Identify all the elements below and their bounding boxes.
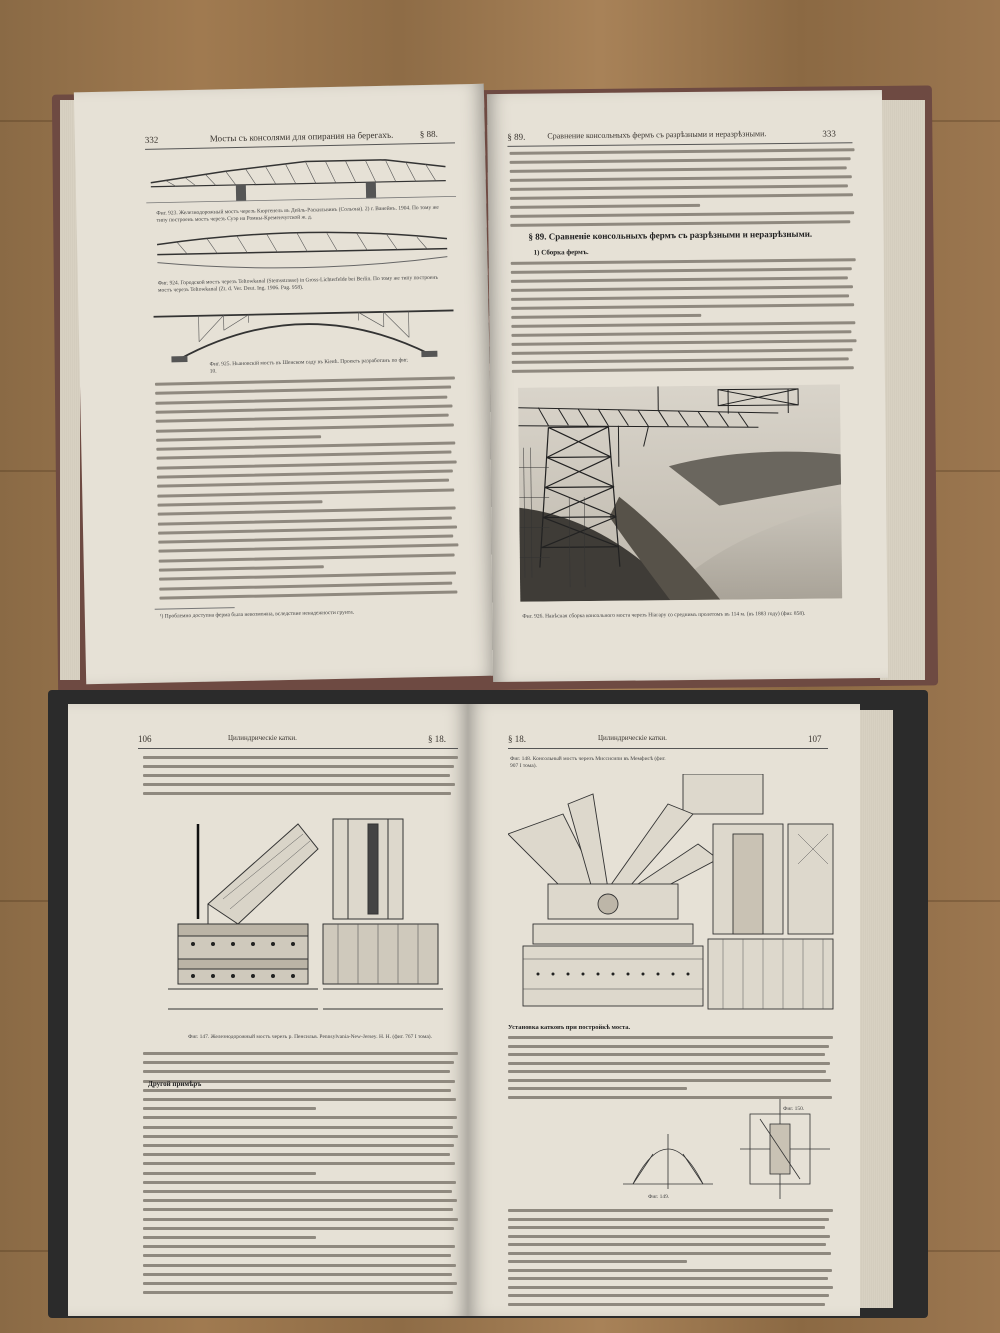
text-line [155,386,451,395]
bottom-right-page [468,704,860,1316]
text-line [508,1087,687,1090]
text-line [159,553,455,562]
footnote: ¹) Проблемно доступна ферма была невозможна, вследствие ненадежности грунта. [159,609,355,620]
top-right-page [487,90,888,682]
page-number: 106 [138,734,152,744]
text-line [157,500,322,506]
figure-caption: Фиг. 149. [648,1194,670,1200]
text-line [158,525,457,534]
figure-caption: Фиг. 925. Ньановскій мостъ въ Шенском саду въ Кіевѣ. Проектъ разработанъ по фиг. 10. [209,357,409,375]
text-line [143,1190,452,1193]
text-line [512,339,857,346]
text-line [159,581,452,590]
page-number: 107 [808,734,822,744]
text-line [143,1273,452,1276]
text-line [508,1260,687,1263]
text-line [143,1070,450,1073]
text-line [143,1126,453,1129]
text-line [508,1303,825,1306]
text-line [508,1286,833,1289]
text-line [510,204,700,209]
text-line [510,148,855,155]
text-line [508,1277,828,1280]
niagara-bridge-photo [518,384,842,601]
text-line [510,157,851,164]
page-number: 332 [144,134,159,145]
running-title: Цилиндрическіе катки. [228,734,297,742]
text-line [511,303,854,310]
text-line [512,366,854,373]
text-line [158,544,458,553]
text-line [158,535,453,544]
text-line [155,376,455,385]
text-line [511,330,851,337]
text-line [508,1062,830,1065]
bottom-book [0,690,1000,1333]
text-line [157,460,457,469]
text-line [158,516,452,525]
text-line [143,1245,455,1248]
text-line [508,1294,829,1297]
text-line [510,211,854,218]
text-line [510,175,852,182]
cantilever-bridge-drawing [145,146,456,208]
text-line [143,1282,457,1285]
section-number: § 18. [428,734,446,744]
text-line [143,1052,458,1055]
text-line [143,765,454,768]
text-line [143,1181,456,1184]
text-line [143,1218,458,1221]
figure-caption: Фиг. 924. Городской мостъ черезъ Teltowkanal (Stemsstrasse) in Gross-Lichterfelde bei Berlin. По тому же типу построенъ мостъ черезъ Teltowkanal (Zt. d. Ver. Deut. Ing. 1906. Pag. 958). [157,274,439,294]
section-number: § 88. [419,128,438,140]
text-line [156,435,321,441]
text-line [511,267,852,274]
text-line [143,1116,457,1119]
text-line [508,1036,833,1039]
text-line [510,184,848,191]
text-line [143,1089,451,1092]
text-line [511,276,848,283]
running-title: Мосты съ консолями для опирания на берегахъ. [209,129,394,144]
text-line [511,285,853,292]
text-line [143,1153,450,1156]
bottom-left-page [68,704,468,1316]
section-number: § 18. [508,734,526,744]
city-bridge-drawing [147,224,458,278]
text-line [508,1235,830,1238]
text-line [508,1209,833,1212]
text-line [143,1144,454,1147]
text-line [159,590,457,599]
text-line [511,258,856,265]
section-heading: § 89. Сравненіе консольныхъ фермъ съ разрѣзными и неразрѣзными. [528,228,813,242]
text-line [143,783,455,786]
bearing-detail-drawing [168,804,458,1019]
text-line [508,1218,829,1221]
text-line [143,756,458,759]
text-line [510,166,847,173]
text-line [143,1135,458,1138]
text-line [143,1162,455,1165]
text-line [143,792,451,795]
text-line [143,1172,316,1175]
text-line [508,1079,831,1082]
figure-caption: Фиг. 150. [783,1106,805,1112]
text-line [143,1254,451,1257]
subsection-heading: 1) Сборка фермъ. [533,248,589,257]
text-line [143,1227,454,1230]
body-text [74,84,484,93]
text-line [143,1061,454,1064]
cantilever-joint-drawing [508,774,838,1014]
text-line [512,357,849,364]
roller-diagram [613,1114,723,1194]
text-line [508,1252,831,1255]
text-line [510,193,853,200]
paragraph-lead: Установка катковъ при постройкѣ моста. [508,1024,631,1031]
text-line [143,1236,316,1239]
bottom-book-page-edge [855,710,893,1308]
text-line [512,348,853,355]
text-line [156,414,449,423]
figure-caption: Фиг. 147. Железнодорожный мостъ черезъ р. Пенсильв. Pennsylvania-New-Jersey. Н. Н. (фиг. 767 I тома). [188,1034,433,1040]
top-left-page [74,84,496,684]
text-line [155,395,447,404]
text-line [508,1243,826,1246]
text-line [143,1208,453,1211]
text-line [508,1045,829,1048]
text-line [511,321,855,328]
text-line [143,1107,316,1110]
text-line [159,572,456,581]
text-line [508,1269,832,1272]
text-line [158,507,456,516]
text-line [511,294,849,301]
text-line [157,479,449,488]
text-line [511,314,701,319]
text-line [156,442,455,451]
running-title: Сравнение консольныхъ фермъ съ разрѣзными и неразрѣзными. [547,129,767,141]
text-line [157,451,452,460]
page-number: 333 [822,128,836,139]
text-line [508,1053,825,1056]
text-line [143,1199,457,1202]
text-line [508,1070,826,1073]
text-line [143,1291,453,1294]
text-line [143,1264,456,1267]
text-line [156,404,453,413]
running-title: Цилиндрическіе катки. [598,734,667,742]
text-line [508,1226,825,1229]
text-line [159,565,324,571]
text-line [143,1098,456,1101]
photo-caption: Фиг. 926. Навѣсная сборка консольного моста черезъ Ніагару со среднимъ пролетомъ въ 114 м. (въ 1883 году) (фиг. 858). [522,610,806,620]
figure-caption: Фиг. 148. Консольный мостъ черезъ Миссисипи въ Мемфисѣ (фиг. 907 I тома). [510,756,666,769]
text-line [156,423,454,432]
arch-bridge-drawing [148,298,459,364]
text-line [143,774,450,777]
text-line [157,470,453,479]
text-line [510,220,850,227]
paragraph-lead: Другой примѣръ [148,1080,202,1088]
text-line [157,488,454,497]
section-number: § 89. [507,131,526,142]
figure-caption: Фиг. 923. Железнодорожный мостъ черезъ Кюртенель въ Дейль-Раскильвинъ (Сольона). 2) г. Ванейнъ. 1904. По тому же типу построенъ мостъ черезъ Суэр на Ромны-Кременчугской ж. д. [156,204,439,224]
